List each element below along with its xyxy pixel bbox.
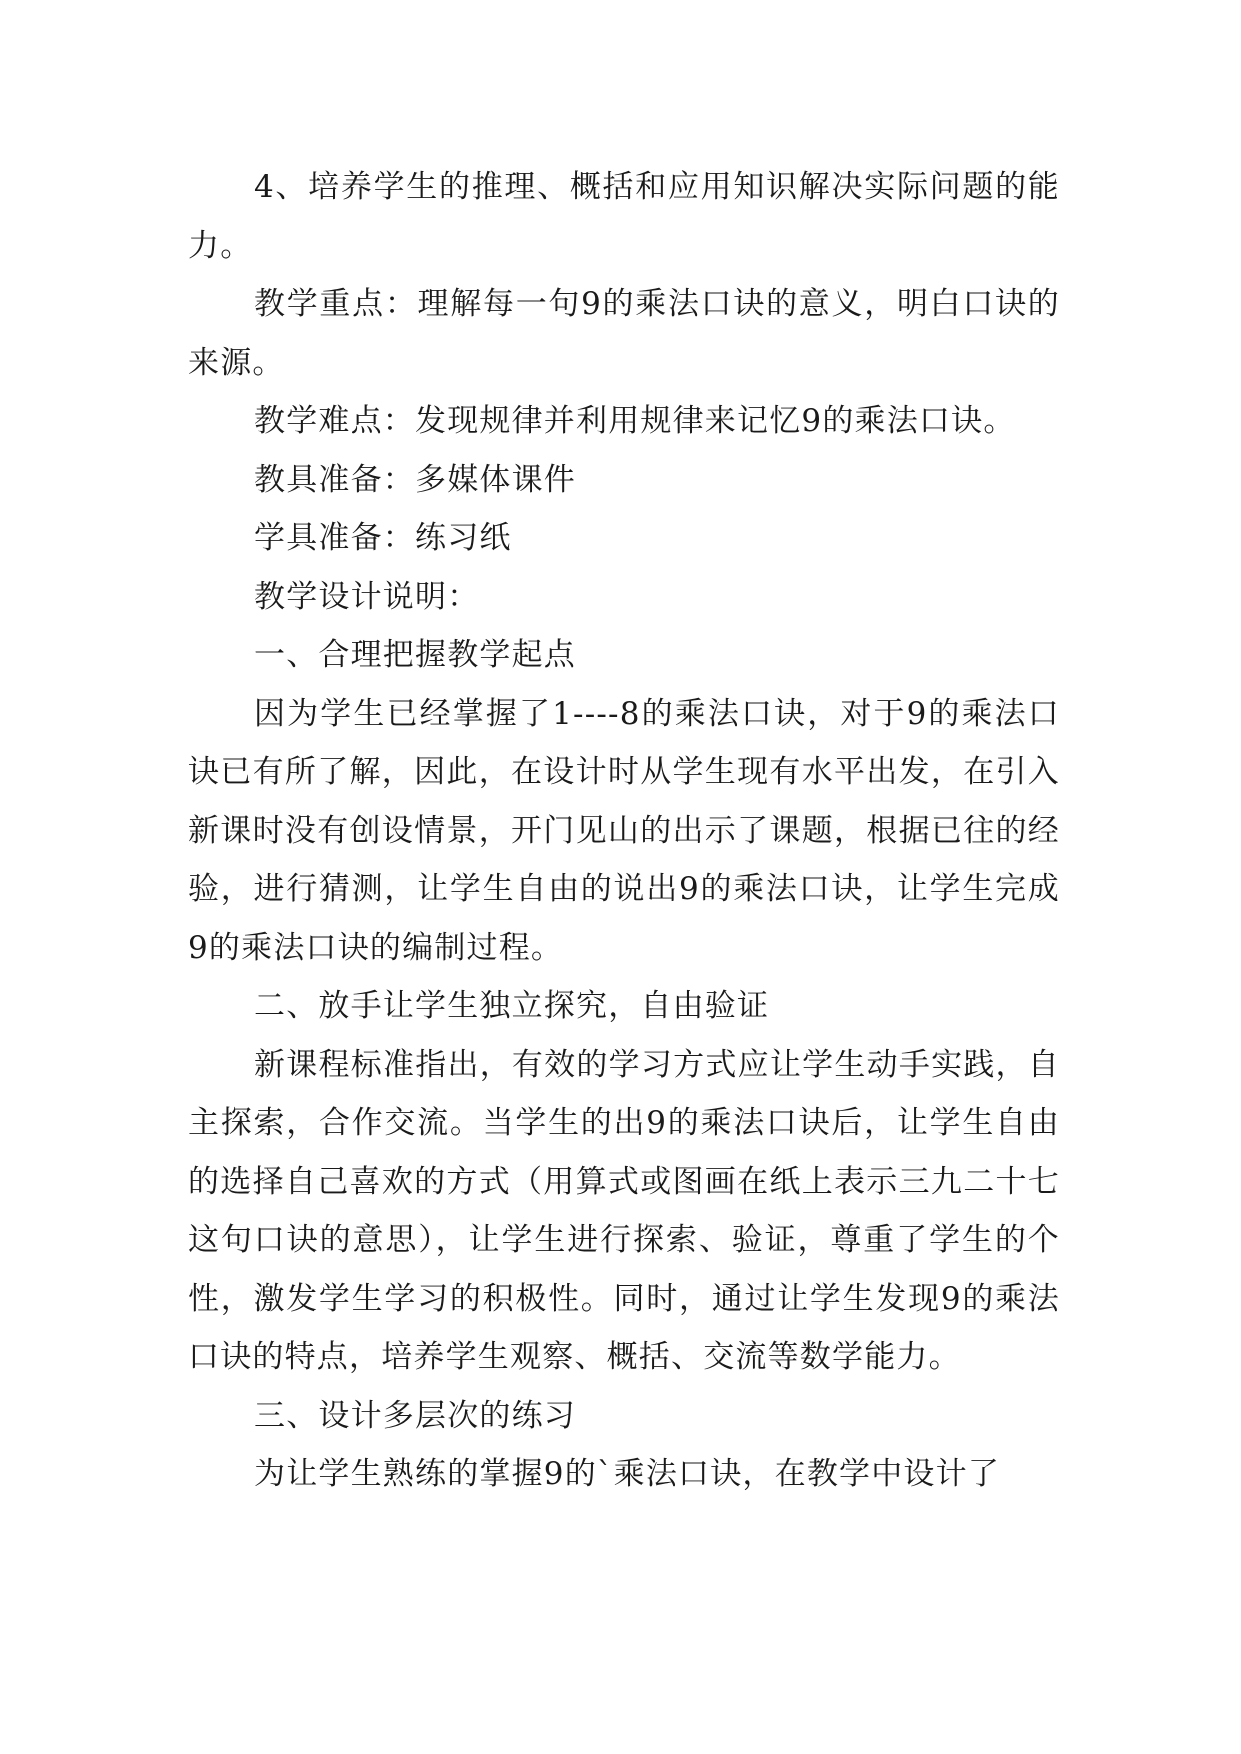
paragraph-design-notes-heading: 教学设计说明： [254, 578, 480, 615]
section-heading-3: 三、设计多层次的练习 [254, 1397, 576, 1434]
paragraph-teaching-tools: 教具准备：多媒体课件 [254, 461, 576, 498]
section-heading-2: 二、放手让学生独立探究，自由验证 [254, 988, 770, 1024]
paragraph-difficulty: 教学难点：发现规律并利用规律来记忆9的乘法口诀。 [254, 403, 1016, 439]
section-heading-1: 一、合理把握教学起点 [254, 637, 576, 673]
document-body [188, 158, 1060, 1504]
paragraph-student-tools: 学具准备：练习纸 [254, 520, 512, 556]
paragraph-objective-4: 4、培养学生的推理、概括和应用知识解决实际问题的能力。 [188, 169, 1060, 264]
paragraph-section-3-body: 为让学生熟练的掌握9的`乘法口诀，在教学中设计了 [254, 1456, 1001, 1492]
paragraph-section-2-body: 新课程标准指出，有效的学习方式应让学生动手实践，自主探索，合作交流。当学生的出9的乘法口诀后，让学生自由的选择自己喜欢的方式（用算式或图画在纸上表示三九二十七这句口诀的意思），让学生进行探索、验证，尊重了学生的个性，激发学生学习的积极性。同时，通过让学生发现9的乘法口诀的特点，培养学生观察、概括、交流等数学能力。 [188, 1046, 1060, 1375]
paragraph-key-point: 教学重点：理解每一句9的乘法口诀的意义，明白口诀的来源。 [188, 286, 1060, 381]
paragraph-section-1-body: 因为学生已经掌握了1----8的乘法口诀，对于9的乘法口诀已有所了解，因此，在设计时从学生现有水平出发，在引入新课时没有创设情景，开门见山的出示了课题，根据已往的经验，进行猜测，让学生自由的说出9的乘法口诀，让学生完成9的乘法口诀的编制过程。 [188, 695, 1060, 966]
